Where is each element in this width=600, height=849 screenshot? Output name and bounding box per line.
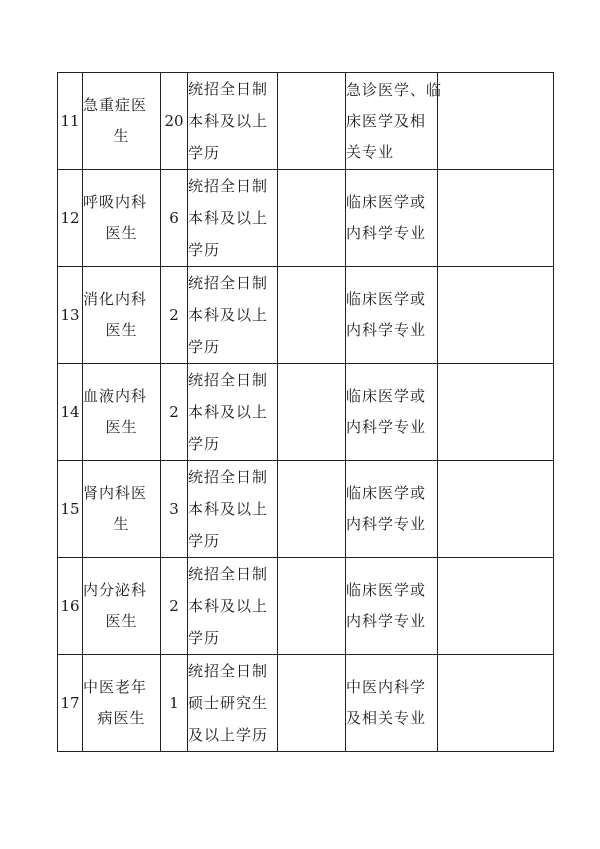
hire-count: 1 xyxy=(161,655,188,752)
position-line: 医生 xyxy=(105,321,138,339)
education-line: 统招全日制 xyxy=(188,80,269,98)
education-requirement xyxy=(188,364,278,461)
row-number: 12 xyxy=(58,170,83,267)
position-line: 急重症医 xyxy=(83,96,148,114)
row-number: 11 xyxy=(58,73,83,170)
major-line: 关专业 xyxy=(346,142,395,161)
major-line: 中医内科学 xyxy=(346,678,427,696)
empty-cell xyxy=(438,267,554,364)
education-line: 及以上学历 xyxy=(188,726,269,744)
education-line: 统招全日制 xyxy=(188,662,269,680)
education-line: 学历 xyxy=(188,338,221,356)
table-row xyxy=(58,73,554,170)
education-line: 统招全日制 xyxy=(188,468,269,486)
position-line: 消化内科 xyxy=(83,290,148,308)
hire-count: 2 xyxy=(161,558,188,655)
major-requirement xyxy=(346,558,438,655)
hire-count: 20 xyxy=(161,73,188,170)
empty-cell xyxy=(438,170,554,267)
education-line: 本科及以上 xyxy=(188,112,269,130)
empty-cell xyxy=(278,461,346,558)
row-number: 14 xyxy=(58,364,83,461)
position-line: 血液内科 xyxy=(83,387,148,405)
hire-count: 3 xyxy=(161,461,188,558)
table-row xyxy=(58,461,554,558)
table-row xyxy=(58,364,554,461)
position-name xyxy=(83,655,161,752)
hire-count: 6 xyxy=(161,170,188,267)
education-line: 统招全日制 xyxy=(188,565,269,583)
empty-cell xyxy=(278,267,346,364)
position-line: 生 xyxy=(113,515,130,533)
education-line: 统招全日制 xyxy=(188,177,269,195)
position-line: 肾内科医 xyxy=(83,484,148,502)
education-line: 学历 xyxy=(188,144,221,162)
empty-cell xyxy=(278,73,346,170)
major-line: 临床医学或 xyxy=(346,193,427,211)
position-name xyxy=(83,170,161,267)
empty-cell xyxy=(438,461,554,558)
major-line: 临床医学或 xyxy=(346,387,427,405)
row-number: 15 xyxy=(58,461,83,558)
education-line: 本科及以上 xyxy=(188,306,269,324)
education-line: 本科及以上 xyxy=(188,209,269,227)
education-line: 本科及以上 xyxy=(188,500,269,518)
education-requirement xyxy=(188,267,278,364)
major-line: 急诊医学、临 xyxy=(346,80,443,99)
empty-cell xyxy=(278,170,346,267)
hire-count: 2 xyxy=(161,364,188,461)
row-number: 17 xyxy=(58,655,83,752)
empty-cell xyxy=(438,558,554,655)
major-requirement xyxy=(346,655,438,752)
hire-count: 2 xyxy=(161,267,188,364)
major-requirement xyxy=(346,364,438,461)
major-line: 内科学专业 xyxy=(346,515,427,533)
major-line: 床医学及相 xyxy=(346,111,427,130)
major-line: 临床医学或 xyxy=(346,484,427,502)
major-line: 临床医学或 xyxy=(346,290,427,308)
education-line: 学历 xyxy=(188,241,221,259)
table-row xyxy=(58,558,554,655)
major-line: 内科学专业 xyxy=(346,321,427,339)
education-line: 统招全日制 xyxy=(188,274,269,292)
empty-cell xyxy=(438,655,554,752)
major-requirement xyxy=(346,461,438,558)
education-requirement xyxy=(188,655,278,752)
education-line: 统招全日制 xyxy=(188,371,269,389)
position-line: 生 xyxy=(113,127,130,145)
major-line: 内科学专业 xyxy=(346,418,427,436)
table-row xyxy=(58,170,554,267)
recruitment-table xyxy=(57,72,554,752)
position-name xyxy=(83,461,161,558)
empty-cell xyxy=(278,364,346,461)
education-requirement xyxy=(188,461,278,558)
empty-cell xyxy=(438,364,554,461)
major-line: 内科学专业 xyxy=(346,612,427,630)
empty-cell xyxy=(278,655,346,752)
major-line: 临床医学或 xyxy=(346,581,427,599)
row-number: 16 xyxy=(58,558,83,655)
row-number: 13 xyxy=(58,267,83,364)
position-name xyxy=(83,267,161,364)
position-name xyxy=(83,364,161,461)
position-line: 医生 xyxy=(105,418,138,436)
recruitment-table-body xyxy=(58,73,554,752)
position-line: 呼吸内科 xyxy=(83,193,148,211)
position-line: 中医老年 xyxy=(83,678,148,696)
education-line: 学历 xyxy=(188,532,221,550)
major-line: 内科学专业 xyxy=(346,224,427,242)
education-line: 学历 xyxy=(188,435,221,453)
position-line: 内分泌科 xyxy=(83,581,148,599)
major-line: 及相关专业 xyxy=(346,709,427,727)
table-row xyxy=(58,655,554,752)
education-line: 本科及以上 xyxy=(188,597,269,615)
position-line: 医生 xyxy=(105,224,138,242)
education-requirement xyxy=(188,73,278,170)
major-requirement xyxy=(346,73,443,170)
empty-cell xyxy=(438,73,554,170)
education-requirement xyxy=(188,170,278,267)
education-line: 硕士研究生 xyxy=(188,694,269,712)
position-line: 病医生 xyxy=(97,709,146,727)
education-requirement xyxy=(188,558,278,655)
table-row xyxy=(58,267,554,364)
position-name xyxy=(83,558,161,655)
education-line: 本科及以上 xyxy=(188,403,269,421)
position-name xyxy=(83,73,161,170)
position-line: 医生 xyxy=(105,612,138,630)
major-requirement xyxy=(346,267,438,364)
empty-cell xyxy=(278,558,346,655)
education-line: 学历 xyxy=(188,629,221,647)
major-requirement xyxy=(346,170,438,267)
